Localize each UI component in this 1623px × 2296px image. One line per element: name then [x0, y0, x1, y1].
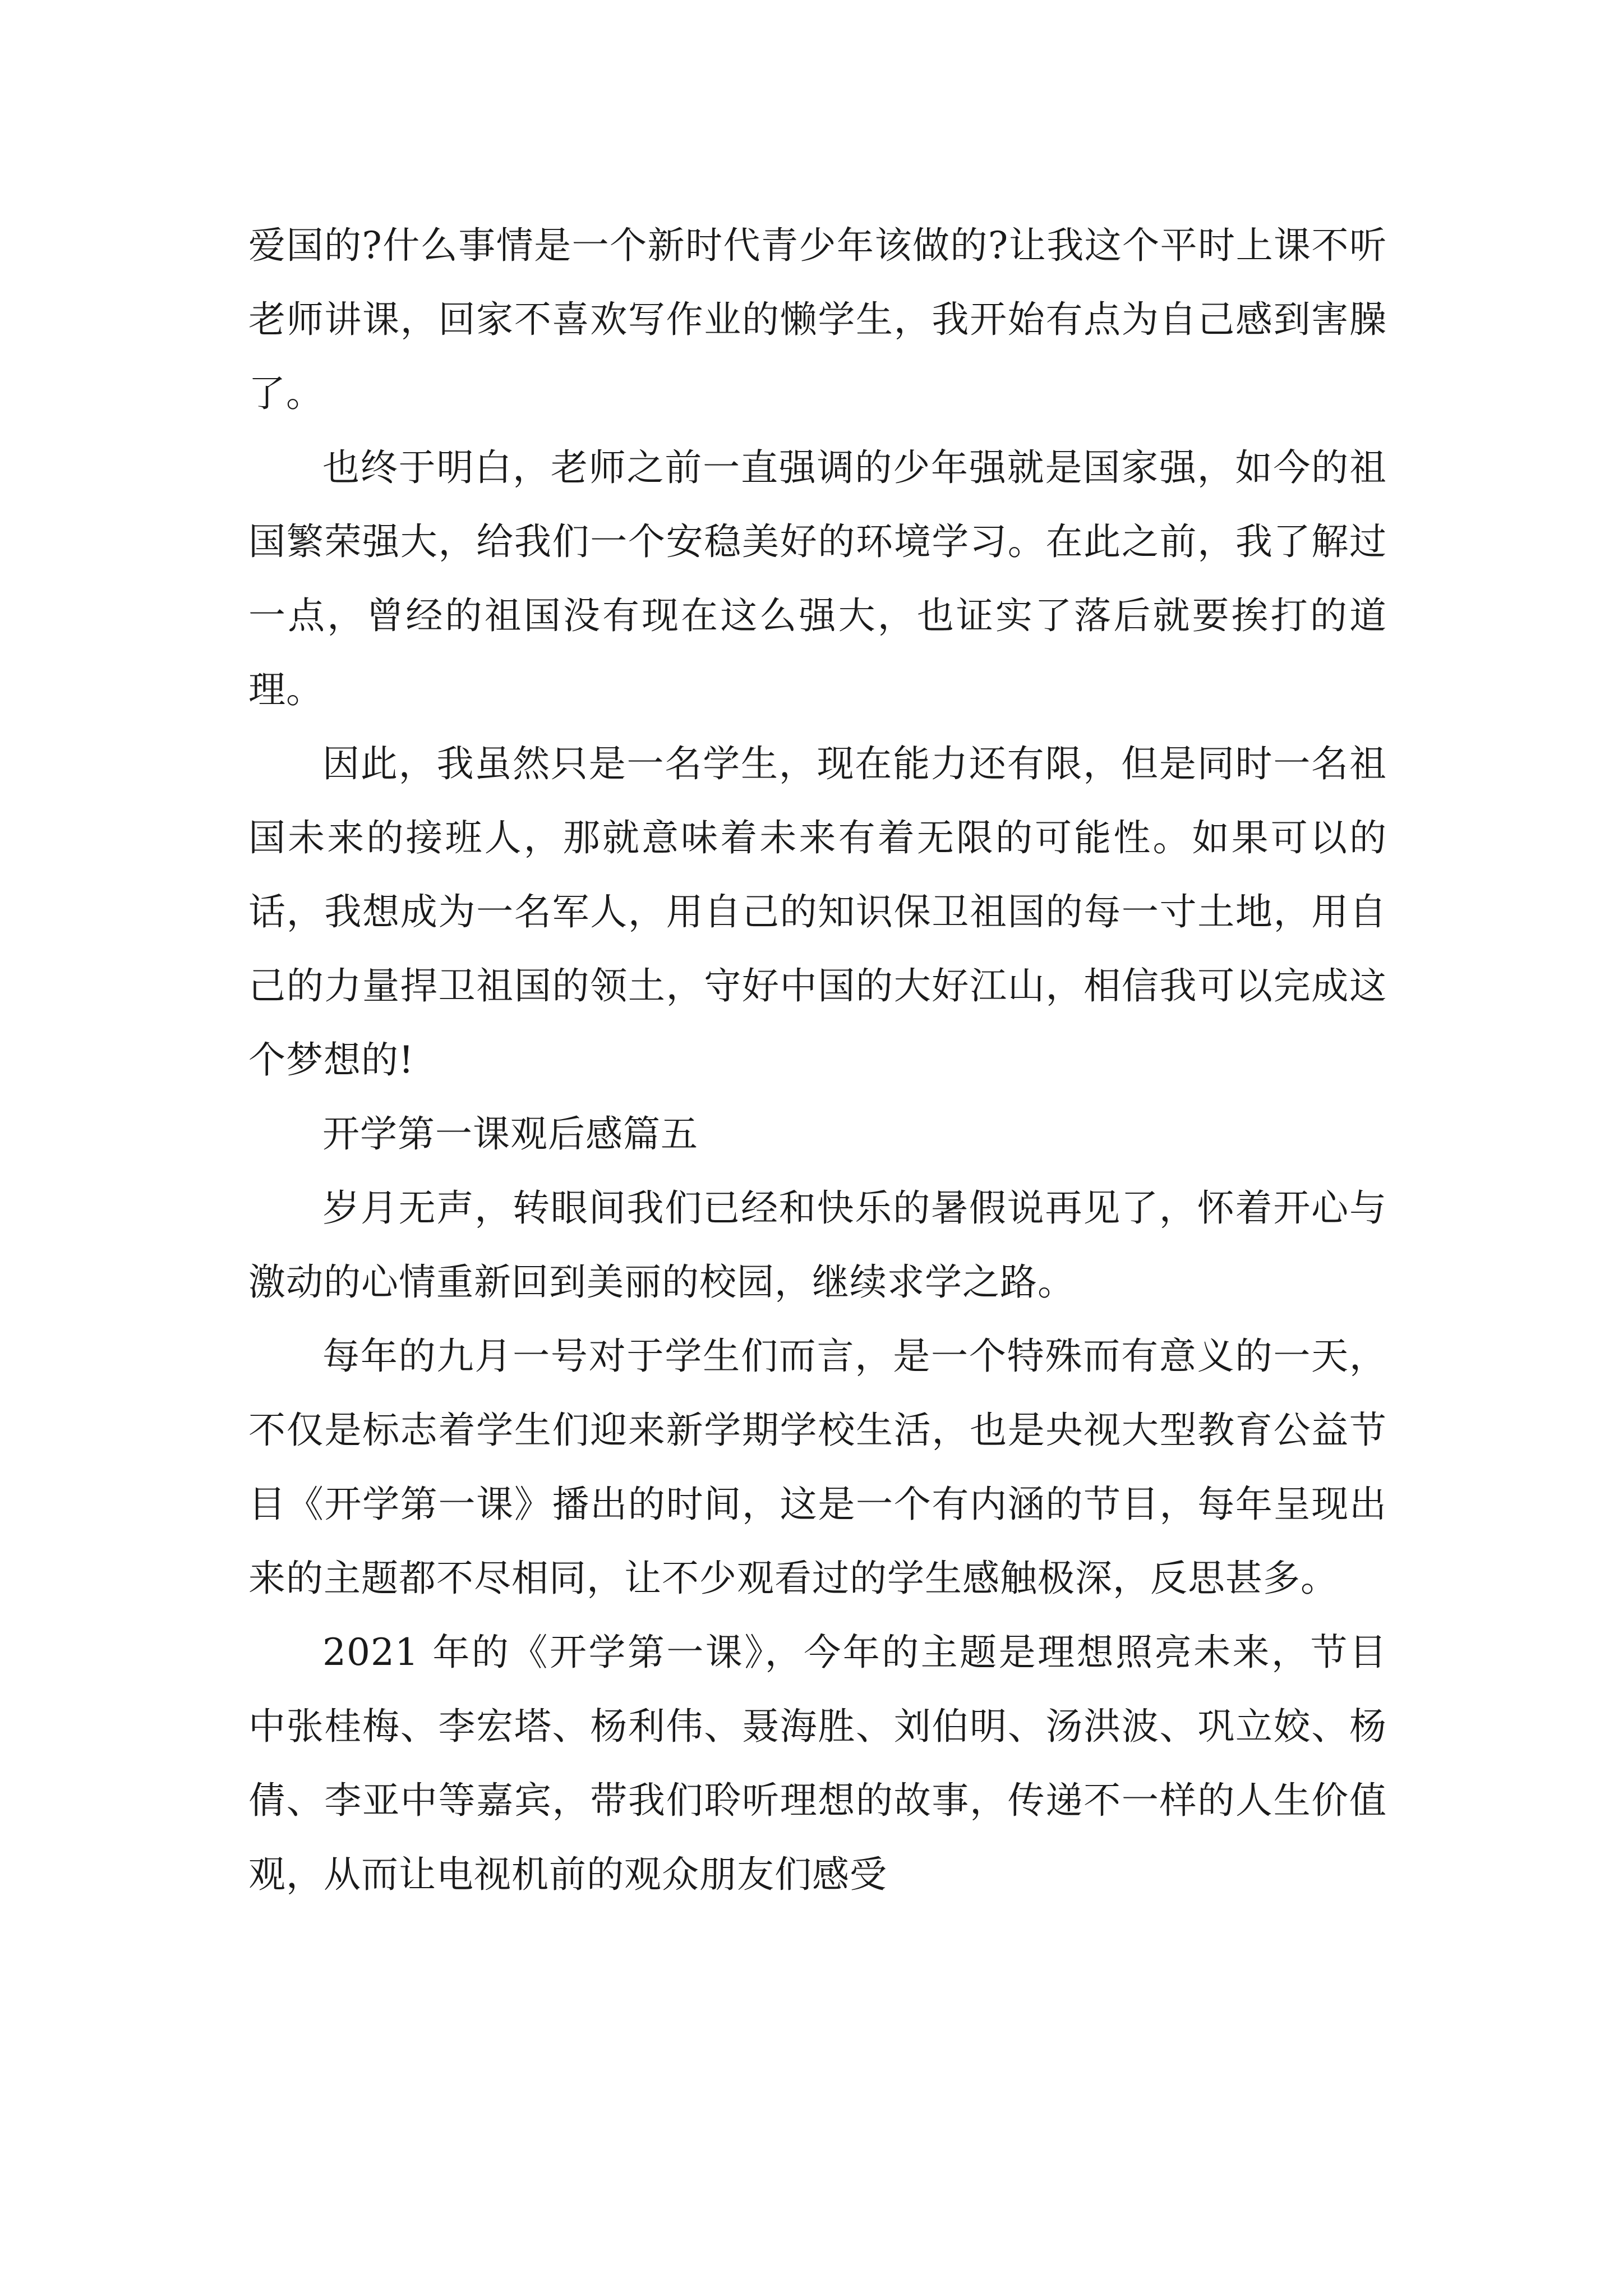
paragraph: 爱国的?什么事情是一个新时代青少年该做的?让我这个平时上课不听老师讲课，回家不喜欢写作业的懒学生，我开始有点为自己感到害臊了。 — [248, 224, 1387, 415]
document-body — [248, 209, 1387, 1912]
paragraph: 因此，我虽然只是一名学生，现在能力还有限，但是同时一名祖国未来的接班人，那就意味着未来有着无限的可能性。如果可以的话，我想成为一名军人，用自己的知识保卫祖国的每一寸土地，用自己的力量捍卫祖国的领土，守好中国的大好江山，相信我可以完成这个梦想的! — [248, 742, 1387, 1082]
paragraph: 岁月无声，转眼间我们已经和快乐的暑假说再见了，怀着开心与激动的心情重新回到美丽的校园，继续求学之路。 — [248, 1186, 1387, 1304]
paragraph: 2021 年的《开学第一课》，今年的主题是理想照亮未来，节目中张桂梅、李宏塔、杨利伟、聂海胜、刘伯明、汤洪波、巩立姣、杨倩、李亚中等嘉宾，带我们聆听理想的故事，传递不一样的人生价值观，从而让电视机前的观众朋友们感受 — [248, 1631, 1387, 1896]
section-heading: 开学第一课观后感篇五 — [322, 1112, 698, 1156]
paragraph: 每年的九月一号对于学生们而言，是一个特殊而有意义的一天，不仅是标志着学生们迎来新学期学校生活，也是央视大型教育公益节目《开学第一课》播出的时间，这是一个有内涵的节目，每年呈现出来的主题都不尽相同，让不少观看过的学生感触极深，反思甚多。 — [248, 1335, 1387, 1600]
paragraph: 也终于明白，老师之前一直强调的少年强就是国家强，如今的祖国繁荣强大，给我们一个安稳美好的环境学习。在此之前，我了解过一点，曾经的祖国没有现在这么强大，也证实了落后就要挨打的道理。 — [248, 446, 1387, 711]
